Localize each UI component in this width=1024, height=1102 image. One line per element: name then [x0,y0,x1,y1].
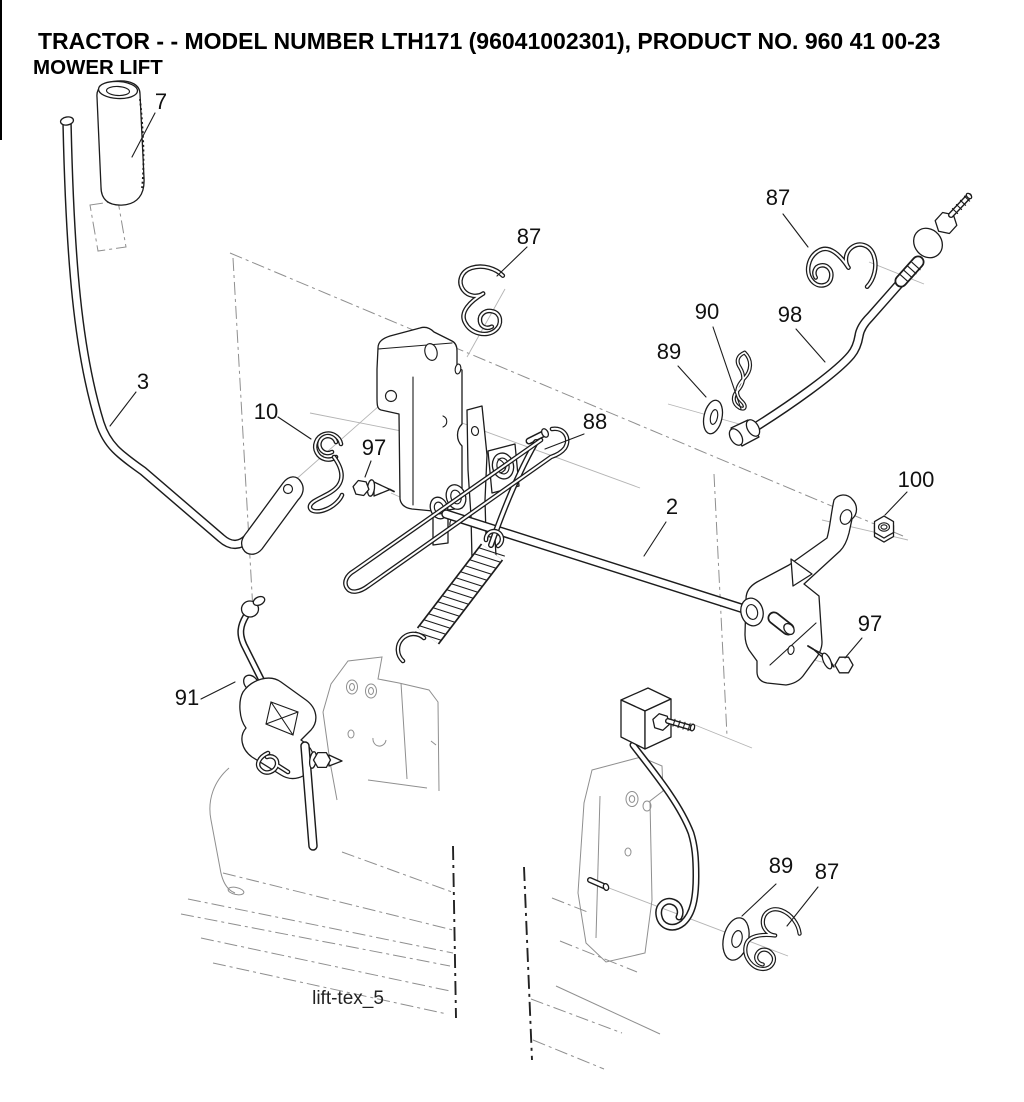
callout-89-upper: 89 [656,339,682,364]
handle-grip-7 [97,80,144,205]
callout-97-right: 97 [857,611,883,636]
callout-2: 2 [665,494,679,519]
callout-90: 90 [694,299,720,324]
callout-3: 3 [136,369,150,394]
deck-drain-hole [227,886,244,896]
deck-bracket-right [578,757,663,962]
callout-100: 100 [897,467,935,492]
mower-deck-left [181,768,456,1018]
callout-87-top: 87 [516,224,542,249]
bolt-head [353,481,369,496]
page-title: TRACTOR - - MODEL NUMBER LTH171 (96041002301), PRODUCT NO. 960 41 00-23 [38,28,941,54]
washer-89-upper [701,399,726,436]
lever-end-tab [242,477,304,554]
section-line-right [524,867,532,1060]
header [33,28,940,79]
hairpin-clip-87-right [805,240,879,296]
deck-bracket-left [323,657,439,800]
hairpin-clip-87-top [457,263,511,336]
torsion-spring-10 [310,434,342,512]
hairpin-clip-87-lower [738,903,805,978]
callout-7: 7 [154,89,168,114]
lift-lever-3 [60,116,303,554]
trunnion-assembly [621,688,696,927]
callout-98: 98 [777,302,803,327]
page-edge-line [0,0,2,140]
lift-link-rod-98 [727,192,973,447]
bolt-head [835,657,853,673]
callout-91: 91 [174,685,200,710]
link-nut [314,753,331,768]
front-lift-link-91 [240,595,342,846]
callout-97-left: 97 [361,435,387,460]
hex-nut-100 [875,516,894,542]
leader-lines [110,113,907,926]
bracket-side-hole [386,391,397,402]
callout-88: 88 [582,409,608,434]
callout-10: 10 [253,399,279,424]
callout-87-right: 87 [765,185,791,210]
callout-89-lower: 89 [768,853,794,878]
right-lift-bracket [738,495,857,685]
callout-87-lower: 87 [814,859,840,884]
shoulder-bolt-97-left [353,479,394,496]
page-subtitle: MOWER LIFT [33,56,163,79]
drawing-code: lift-tex_5 [312,988,384,1009]
retainer-clip-90 [733,352,751,409]
rear-link-rod [633,745,696,927]
mower-deck-right [524,867,660,1069]
extension-spring [398,531,504,661]
section-line-left [453,846,456,1018]
grip-phantom-outline [90,201,126,251]
